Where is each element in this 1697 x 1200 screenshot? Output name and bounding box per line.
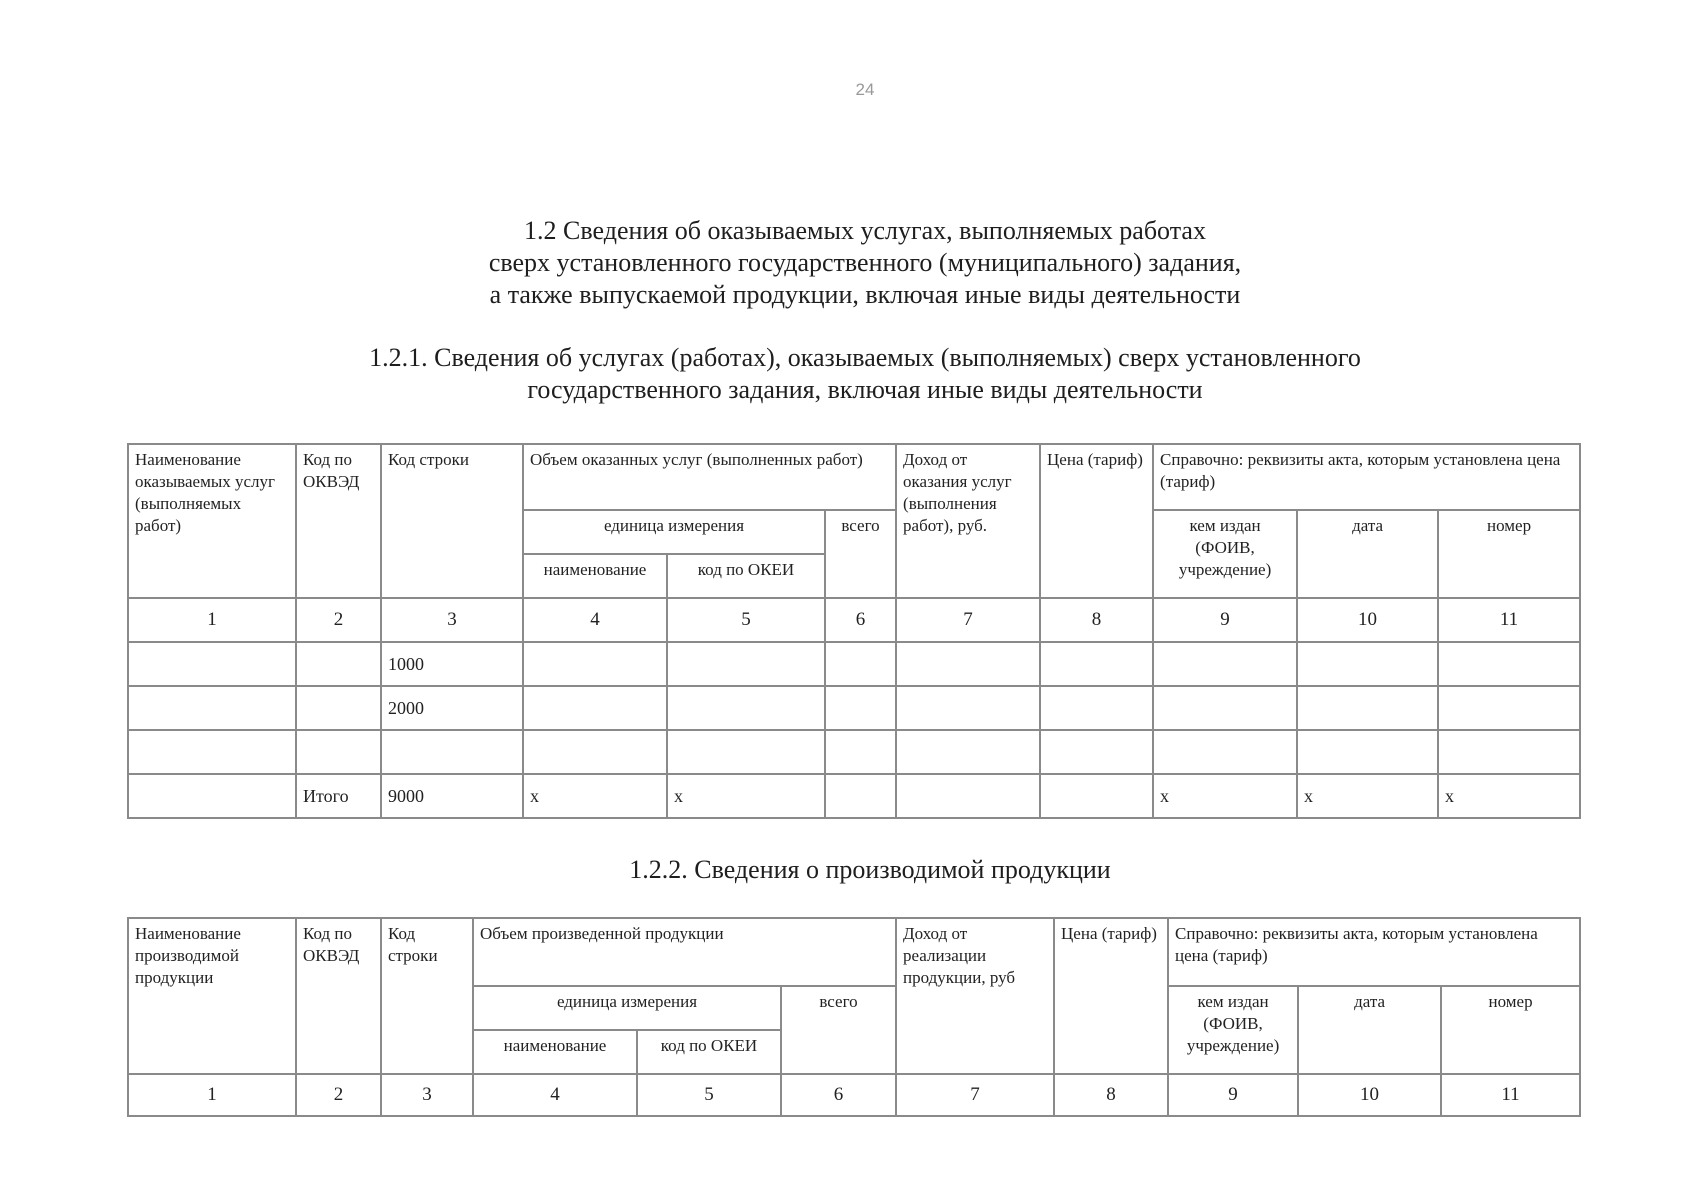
table-cell: 9000 (381, 774, 523, 818)
table-cell (896, 774, 1040, 818)
header-price: Цена (тариф) (1054, 918, 1168, 1074)
table-cell: 1000 (381, 642, 523, 686)
table-cell (825, 642, 896, 686)
heading-line: 1.2.2. Сведения о производимой продукции (629, 855, 1111, 884)
column-number: 7 (896, 598, 1040, 642)
table-cell (825, 730, 896, 774)
header-okved: Код по ОКВЭД (296, 444, 381, 598)
heading-line: сверх установленного государственного (муниципального) задания, (488, 248, 1242, 277)
column-number: 6 (781, 1074, 896, 1116)
header-date: дата (1298, 986, 1441, 1074)
table-cell (1040, 686, 1153, 730)
header-service-name: Наименование оказываемых услуг (выполняемых работ) (128, 444, 296, 598)
table-cell (1297, 686, 1438, 730)
header-unit-name: наименование (523, 554, 667, 598)
column-number: 8 (1054, 1074, 1168, 1116)
header-issued-by: кем издан (ФОИВ, учреждение) (1153, 510, 1297, 598)
header-issued-by: кем издан (ФОИВ, учреждение) (1168, 986, 1298, 1074)
table-row (128, 730, 1580, 774)
products-table (127, 917, 1581, 1117)
table-cell (1438, 642, 1580, 686)
header-unit: единица измерения (523, 510, 825, 554)
header-reference: Справочно: реквизиты акта, которым установлена цена (тариф) (1153, 444, 1580, 510)
header-reference: Справочно: реквизиты акта, которым установлена цена (тариф) (1168, 918, 1580, 986)
header-unit: единица измерения (473, 986, 781, 1030)
column-number: 3 (381, 1074, 473, 1116)
services-table (127, 443, 1581, 819)
section-heading (0, 215, 1697, 311)
table-cell (1438, 686, 1580, 730)
table-cell: х (667, 774, 825, 818)
column-number: 1 (128, 1074, 296, 1116)
table-cell (896, 642, 1040, 686)
table-cell: х (1297, 774, 1438, 818)
header-total: всего (781, 986, 896, 1074)
column-number: 8 (1040, 598, 1153, 642)
header-volume: Объем произведенной продукции (473, 918, 896, 986)
header-price: Цена (тариф) (1040, 444, 1153, 598)
table-cell (523, 642, 667, 686)
table-cell (1153, 730, 1297, 774)
table-cell (1297, 730, 1438, 774)
column-number: 5 (637, 1074, 781, 1116)
table-cell (296, 642, 381, 686)
table-cell (896, 686, 1040, 730)
table-cell (381, 730, 523, 774)
header-date: дата (1297, 510, 1438, 598)
column-number: 4 (473, 1074, 637, 1116)
column-number: 10 (1298, 1074, 1441, 1116)
table-cell: х (1438, 774, 1580, 818)
header-unit-name: наименование (473, 1030, 637, 1074)
header-row-code: Код строки (381, 444, 523, 598)
table-cell (1040, 774, 1153, 818)
table-row (128, 686, 1580, 730)
table-cell (296, 686, 381, 730)
subsection-heading-products (0, 854, 1697, 886)
column-number: 2 (296, 1074, 381, 1116)
table-cell (128, 774, 296, 818)
header-number: номер (1438, 510, 1580, 598)
table-cell (128, 686, 296, 730)
column-number: 4 (523, 598, 667, 642)
table-cell (1438, 730, 1580, 774)
header-product-name: Наименование производимой продукции (128, 918, 296, 1074)
table-cell (667, 642, 825, 686)
header-okei: код по ОКЕИ (667, 554, 825, 598)
header-income: Доход от оказания услуг (выполнения работ), руб. (896, 444, 1040, 598)
table-cell (296, 730, 381, 774)
table-cell (667, 730, 825, 774)
table-cell (128, 730, 296, 774)
column-number: 7 (896, 1074, 1054, 1116)
page-number: 24 (855, 80, 875, 99)
subsection-heading-services (0, 342, 1697, 406)
column-number: 11 (1438, 598, 1580, 642)
header-row-code: Код строки (381, 918, 473, 1074)
header-number: номер (1441, 986, 1580, 1074)
table-row (128, 642, 1580, 686)
table-cell (825, 686, 896, 730)
total-row (128, 774, 1580, 818)
table-cell: 2000 (381, 686, 523, 730)
table-cell (1040, 730, 1153, 774)
header-okved: Код по ОКВЭД (296, 918, 381, 1074)
table-cell (1297, 642, 1438, 686)
column-number: 10 (1297, 598, 1438, 642)
table-cell: х (523, 774, 667, 818)
table-cell (667, 686, 825, 730)
column-number: 3 (381, 598, 523, 642)
heading-line: государственного задания, включая иные виды деятельности (527, 375, 1203, 404)
header-total: всего (825, 510, 896, 598)
heading-line: а также выпускаемой продукции, включая иные виды деятельности (489, 280, 1241, 309)
column-number: 6 (825, 598, 896, 642)
heading-line: 1.2 Сведения об оказываемых услугах, выполняемых работах (524, 216, 1206, 245)
column-number: 11 (1441, 1074, 1580, 1116)
table-cell (1040, 642, 1153, 686)
header-volume: Объем оказанных услуг (выполненных работ) (523, 444, 896, 510)
table-cell (1153, 642, 1297, 686)
table-cell (1153, 686, 1297, 730)
table-cell: Итого (296, 774, 381, 818)
column-number-row (128, 598, 1580, 642)
column-number: 5 (667, 598, 825, 642)
column-number-row (128, 1074, 1580, 1116)
column-number: 2 (296, 598, 381, 642)
header-okei: код по ОКЕИ (637, 1030, 781, 1074)
column-number: 9 (1168, 1074, 1298, 1116)
column-number: 1 (128, 598, 296, 642)
heading-line: 1.2.1. Сведения об услугах (работах), оказываемых (выполняемых) сверх установленного (369, 343, 1361, 372)
table-cell (523, 686, 667, 730)
column-number: 9 (1153, 598, 1297, 642)
table-cell (825, 774, 896, 818)
table-cell (523, 730, 667, 774)
table-cell: х (1153, 774, 1297, 818)
table-cell (128, 642, 296, 686)
header-income: Доход от реализации продукции, руб (896, 918, 1054, 1074)
table-cell (896, 730, 1040, 774)
